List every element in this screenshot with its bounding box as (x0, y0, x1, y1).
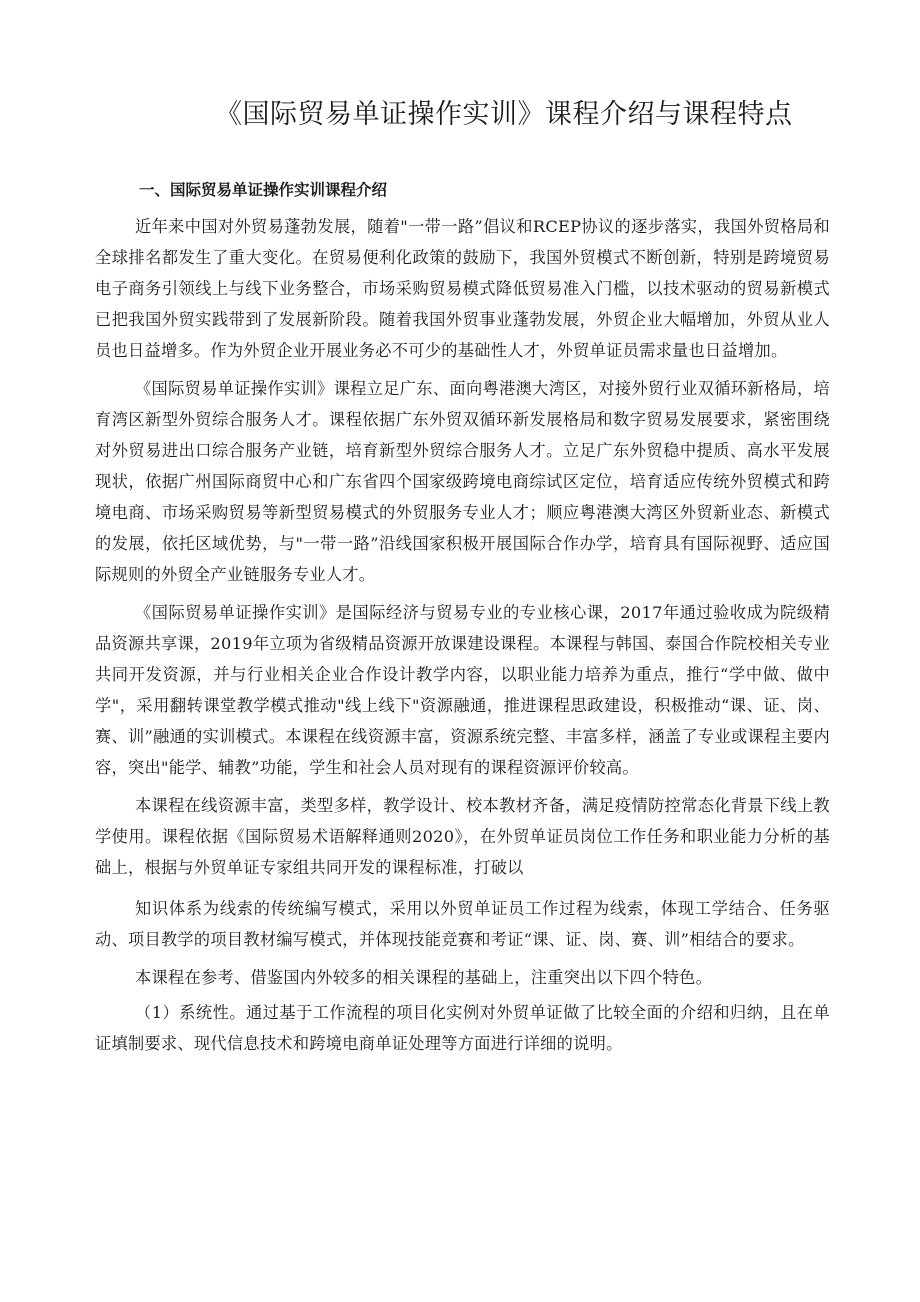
paragraph-1: 近年来中国对外贸易蓬勃发展，随着"一带一路”倡议和RCEP协议的逐步落实，我国外贸格局和全球排名都发生了重大变化。在贸易便利化政策的鼓励下，我国外贸模式不断创新，特别是跨境贸易电子商务引领线上与线下业务整合，市场采购贸易模式降低贸易准入门槛，以技术驱动的贸易新模式已把我国外贸实践带到了发展新阶段。随着我国外贸事业蓬勃发展，外贸企业大幅增加，外贸从业人员也日益增多。作为外贸企业开展业务必不可少的基础性人才，外贸单证员需求量也日益增加。 (95, 217, 830, 360)
paragraph-5: 知识体系为线索的传统编写模式，采用以外贸单证员工作过程为线索，体现工学结合、任务驱动、项目教学的项目教材编写模式，并体现技能竞赛和考证“课、证、岗、赛、训”相结合的要求。 (95, 899, 830, 949)
paragraph-3: 《国际贸易单证操作实训》是国际经济与贸易专业的专业核心课，2017年通过验收成为院级精品资源共享课，2019年立项为省级精品资源开放课建设课程。本课程与韩国、泰国合作院校相关专业共同开发资源，并与行业相关企业合作设计教学内容，以职业能力培养为重点，推行“学中做、做中学"，采用翻转课堂教学模式推动"线上线下"资源融通，推进课程思政建设，积极推动“课、证、岗、赛、训”融通的实训模式。本课程在线资源丰富，资源系统完整、丰富多样，涵盖了专业或课程主要内容，突出"能学、辅教”功能，学生和社会人员对现有的课程资源评价较高。 (95, 603, 830, 777)
paragraph-2: 《国际贸易单证操作实训》课程立足广东、面向粤港澳大湾区，对接外贸行业双循环新格局，培育湾区新型外贸综合服务人才。课程依据广东外贸双循环新发展格局和数字贸易发展要求，紧密围绕对外贸易进出口综合服务产业链，培育新型外贸综合服务人才。立足广东外贸稳中提质、高水平发展现状，依据广州国际商贸中心和广东省四个国家级跨境电商综试区定位，培育适应传统外贸模式和跨境电商、市场采购贸易等新型贸易模式的外贸服务专业人才；顺应粤港澳大湾区外贸新业态、新模式的发展，依托区域优势，与"一带一路”沿线国家积极开展国际合作办学，培育具有国际视野、适应国际规则的外贸全产业链服务专业人才。 (95, 379, 830, 584)
paragraph-4: 本课程在线资源丰富，类型多样，教学设计、校本教材齐备，满足疫情防控常态化背景下线上教学使用。课程依据《国际贸易术语解释通则2020》，在外贸单证员岗位工作任务和职业能力分析的基础上，根据与外贸单证专家组共同开发的课程标准，打破以 (95, 796, 830, 877)
paragraph-6: 本课程在参考、借鉴国内外较多的相关课程的基础上，注重突出以下四个特色。 (135, 968, 713, 987)
section-heading: 一、国际贸易单证操作实训课程介绍 (139, 180, 388, 199)
paragraph-7: （1）系统性。通过基于工作流程的项目化实例对外贸单证做了比较全面的介绍和归纳，且在单证填制要求、现代信息技术和跨境电商单证处理等方面进行详细的说明。 (95, 1003, 830, 1053)
document-title: 《国际贸易单证操作实训》课程介绍与课程特点 (215, 99, 793, 130)
